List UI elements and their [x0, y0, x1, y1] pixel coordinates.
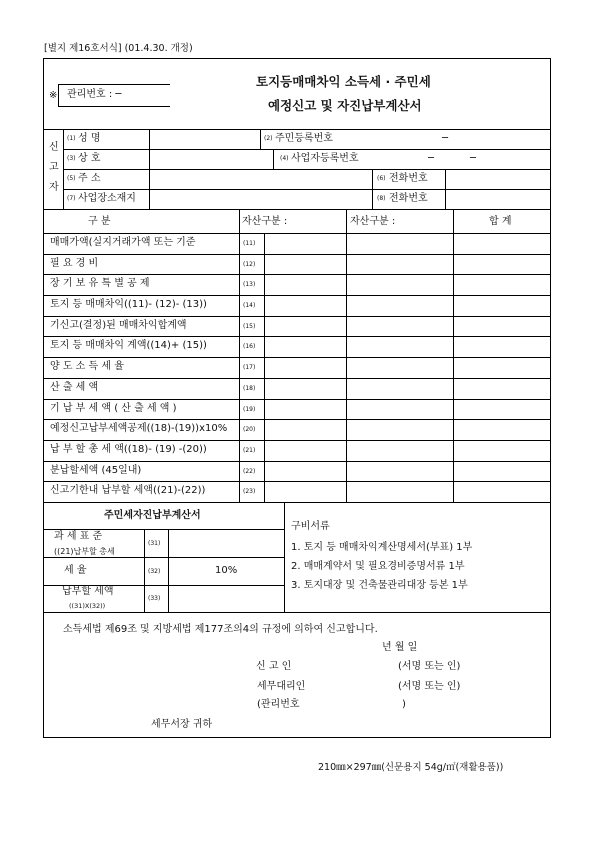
field-number: (3)	[67, 155, 76, 162]
bizno-dash: ─	[428, 153, 435, 164]
total-cell[interactable]	[454, 317, 550, 336]
asset-1-cell[interactable]	[265, 400, 345, 419]
row-number: (17)	[243, 364, 256, 371]
asset-1-cell[interactable]	[265, 358, 345, 377]
total-cell[interactable]	[454, 296, 550, 315]
asset-2-cell[interactable]	[347, 234, 452, 253]
phone-field[interactable]	[446, 170, 550, 188]
company-name-label: 상 호	[78, 153, 101, 164]
form-number-note: [별지 제16호서식] (01.4.30. 개정)	[44, 43, 193, 54]
field-number: (32)	[148, 568, 161, 575]
tax-base-label: 과 세 표 준	[54, 531, 103, 542]
row-number: (15)	[243, 323, 256, 330]
field-number: (4)	[280, 155, 289, 162]
asset-1-cell[interactable]	[265, 441, 345, 460]
asset-1-cell[interactable]	[265, 379, 345, 398]
field-number: (2)	[264, 135, 273, 142]
asset-2-cell[interactable]	[347, 482, 452, 501]
form-title-line2: 예정신고 및 자진납부계산서	[268, 98, 422, 113]
rrn-field[interactable]	[360, 130, 550, 148]
total-cell[interactable]	[454, 255, 550, 274]
row-number: (18)	[243, 385, 256, 392]
asset-1-cell[interactable]	[265, 420, 345, 439]
total-cell[interactable]	[454, 275, 550, 294]
row-number: (12)	[243, 261, 256, 268]
asset-1-cell[interactable]	[265, 317, 345, 336]
row-label: 신고기한내 납부할 세액((21)-(22))	[50, 485, 206, 496]
asset-2-cell[interactable]	[347, 441, 452, 460]
asset-2-cell[interactable]	[347, 337, 452, 356]
total-cell[interactable]	[454, 462, 550, 481]
reporter-label-2: 고	[49, 162, 59, 173]
resident-tax-title: 주민세자진납부계산서	[104, 510, 201, 521]
field-number: (5)	[67, 175, 76, 182]
tax-agent-label: 세무대리인	[257, 681, 306, 692]
attachment-item: 3. 토지대장 및 건축물관리대장 등본 1부	[291, 580, 468, 591]
column-header-asset-2: 자산구분 :	[350, 216, 396, 227]
row-number: (23)	[243, 488, 256, 495]
address-label: 주 소	[78, 173, 101, 184]
asset-1-cell[interactable]	[265, 275, 345, 294]
row-label: 분납할세액 (45일내)	[50, 465, 142, 476]
row-label: 기 납 부 세 액 ( 산 출 세 액 )	[50, 403, 177, 414]
asset-2-cell[interactable]	[347, 420, 452, 439]
phone-label: 전화번호	[389, 173, 428, 184]
row-label: 매매가액(실지거래가액 또는 기준	[50, 237, 196, 248]
row-label: 산 출 세 액	[50, 382, 99, 393]
reporter-label-1: 신	[49, 142, 59, 153]
total-cell[interactable]	[454, 234, 550, 253]
business-number-label: 사업자등록번호	[291, 153, 359, 164]
company-name-field[interactable]	[150, 150, 272, 168]
row-number: (16)	[243, 343, 256, 350]
asterisk-mark: ※	[49, 90, 58, 101]
row-number: (21)	[243, 447, 256, 454]
asset-1-cell[interactable]	[265, 482, 345, 501]
management-number-label: 관리번호 : ─	[67, 89, 122, 100]
reporter-sign-label: 신 고 인	[256, 661, 292, 672]
asset-2-cell[interactable]	[347, 462, 452, 481]
tax-rate-value: 10%	[215, 565, 238, 576]
row-label: 필 요 경 비	[50, 258, 99, 269]
row-label: 장 기 보 유 특 별 공 제	[50, 278, 150, 289]
column-header-category: 구 분	[88, 216, 111, 227]
row-number: (19)	[243, 406, 256, 413]
business-phone-label: 전화번호	[389, 193, 428, 204]
paper-size-note: 210㎜×297㎜(신문용지 54g/㎡(재활용품))	[318, 762, 504, 773]
asset-1-cell[interactable]	[265, 234, 345, 253]
column-header-total: 합 계	[489, 216, 512, 227]
total-cell[interactable]	[454, 400, 550, 419]
declaration-statement: 소득세법 제69조 및 지방세법 제177조의4의 규정에 의하여 신고합니다.	[63, 624, 378, 635]
tax-base-sub: ((21)납부할 총세	[54, 547, 115, 556]
row-label: 토지 등 매매차익 계액((14)+ (15))	[50, 340, 207, 351]
total-cell[interactable]	[454, 337, 550, 356]
asset-2-cell[interactable]	[347, 275, 452, 294]
agent-management-number-label: (관리번호	[257, 699, 300, 710]
total-cell[interactable]	[454, 358, 550, 377]
row-number: (14)	[243, 302, 256, 309]
field-number: (31)	[148, 540, 161, 547]
reporter-signature-field[interactable]: (서명 또는 인)	[398, 661, 461, 672]
asset-1-cell[interactable]	[265, 296, 345, 315]
asset-2-cell[interactable]	[347, 400, 452, 419]
rrn-label: 주민등록번호	[275, 133, 333, 144]
attachment-item: 1. 토지 등 매매차익계산명세서(부표) 1부	[291, 542, 473, 553]
name-field[interactable]	[150, 130, 259, 148]
asset-1-cell[interactable]	[265, 255, 345, 274]
total-cell[interactable]	[454, 441, 550, 460]
row-number: (13)	[243, 281, 256, 288]
form-title-line1: 토지등매매차익 소득세 · 주민세	[256, 74, 431, 89]
address-field[interactable]	[150, 170, 371, 188]
business-address-label: 사업장소재지	[78, 193, 136, 204]
field-number: (8)	[377, 195, 386, 202]
total-cell[interactable]	[454, 482, 550, 501]
tax-agent-signature-field[interactable]: (서명 또는 인)	[398, 681, 461, 692]
asset-1-cell[interactable]	[265, 462, 345, 481]
resident-tax-payable-field[interactable]	[169, 586, 283, 611]
asset-2-cell[interactable]	[347, 255, 452, 274]
tax-base-field[interactable]	[169, 530, 283, 556]
name-label: 성 명	[78, 133, 101, 144]
row-number: (20)	[243, 426, 256, 433]
business-number-field[interactable]	[380, 150, 550, 168]
total-cell[interactable]	[454, 379, 550, 398]
row-label: 예정신고납부세액공제((18)-(19))x10%	[50, 423, 228, 434]
row-number: (11)	[243, 240, 256, 247]
rrn-dash: ─	[442, 133, 449, 144]
asset-2-cell[interactable]	[347, 296, 452, 315]
column-header-asset-1: 자산구분 :	[242, 216, 288, 227]
asset-1-cell[interactable]	[265, 337, 345, 356]
resident-tax-payable-label: 납부할 세액	[62, 586, 114, 597]
row-label: 토지 등 매매차익((11)- (12)- (13))	[50, 299, 207, 310]
total-cell[interactable]	[454, 420, 550, 439]
business-address-field[interactable]	[150, 190, 371, 208]
asset-2-cell[interactable]	[347, 358, 452, 377]
field-number: (33)	[148, 595, 161, 602]
row-number: (22)	[243, 468, 256, 475]
field-number: (1)	[67, 135, 76, 142]
attachment-item: 2. 매매계약서 및 필요경비증명서류 1부	[291, 561, 465, 572]
row-label: 양 도 소 득 세 율	[50, 361, 124, 372]
bizno-dash: ─	[470, 153, 477, 164]
attachments-title: 구비서류	[291, 521, 330, 532]
reporter-label-3: 자	[49, 182, 59, 193]
tax-rate-label: 세 율	[64, 565, 87, 576]
agent-management-number-close: )	[402, 699, 406, 710]
asset-2-cell[interactable]	[347, 379, 452, 398]
business-phone-field[interactable]	[446, 190, 550, 208]
resident-tax-payable-sub: ((31)X(32))	[69, 602, 106, 610]
declaration-date: 년 월 일	[382, 642, 418, 653]
row-label: 납 부 할 총 세 액((18)- (19) -(20))	[50, 444, 207, 455]
field-number: (7)	[67, 195, 76, 202]
row-label: 기신고(결정)된 매매차익합계액	[50, 320, 187, 331]
asset-2-cell[interactable]	[347, 317, 452, 336]
recipient-label: 세무서장 귀하	[151, 719, 213, 730]
field-number: (6)	[377, 175, 386, 182]
